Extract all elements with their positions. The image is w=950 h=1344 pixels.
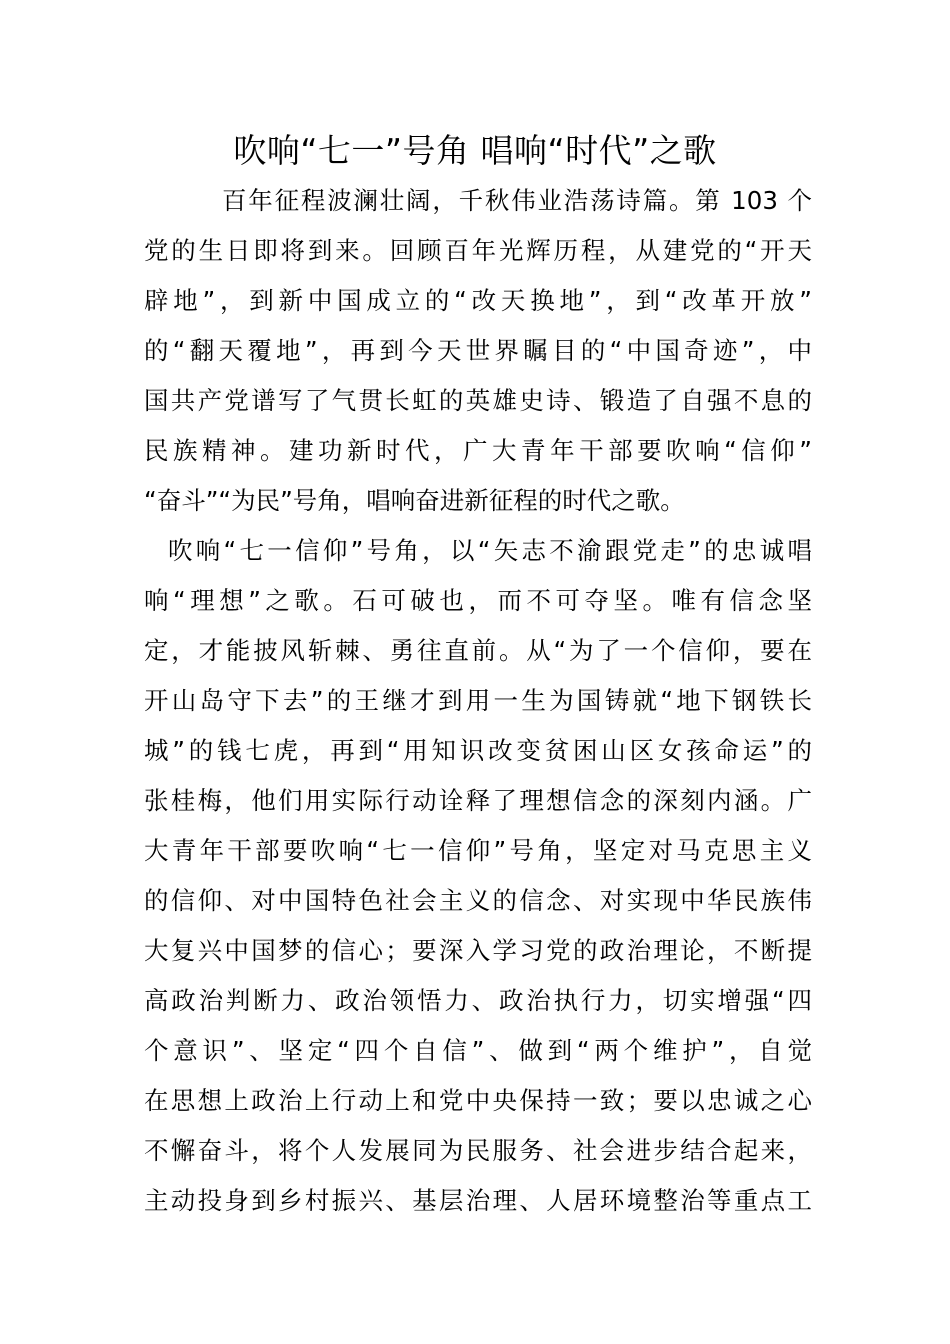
paragraph-line: “奋斗”“为民”号角，唱响奋进新征程的时代之歌。 xyxy=(144,486,685,515)
paragraph-line: 民族精神。建功新时代，广大青年干部要吹响“信仰” xyxy=(144,436,812,465)
paragraph-line: 大青年干部要吹响“七一信仰”号角，坚定对马克思主义 xyxy=(144,836,812,865)
paragraph-line: 张桂梅，他们用实际行动诠释了理想信念的深刻内涵。广 xyxy=(144,786,812,815)
paragraph-line: 个意识”、坚定“四个自信”、做到“两个维护”，自觉 xyxy=(144,1036,812,1065)
paragraph-line: 吹响“七一信仰”号角，以“矢志不渝跟党走”的忠诚唱 xyxy=(168,536,812,565)
paragraph-line: 百年征程波澜壮阔，千秋伟业浩荡诗篇。第 103 个 xyxy=(222,186,812,215)
paragraph-line: 响“理想”之歌。石可破也，而不可夺坚。唯有信念坚 xyxy=(144,586,812,615)
document-title: 吹响“七一”号角 唱响“时代”之歌 xyxy=(233,131,717,170)
paragraph-line: 主动投身到乡村振兴、基层治理、人居环境整治等重点工 xyxy=(144,1186,812,1215)
paragraph-line: 高政治判断力、政治领悟力、政治执行力，切实增强“四 xyxy=(144,986,812,1015)
paragraph-line: 不懈奋斗，将个人发展同为民服务、社会进步结合起来， xyxy=(144,1136,812,1165)
paragraph-line: 大复兴中国梦的信心；要深入学习党的政治理论，不断提 xyxy=(144,936,812,965)
paragraph-line: 城”的钱七虎，再到“用知识改变贫困山区女孩命运”的 xyxy=(144,736,812,765)
paragraph-line: 的信仰、对中国特色社会主义的信念、对实现中华民族伟 xyxy=(144,886,812,915)
paragraph-line: 国共产党谱写了气贯长虹的英雄史诗、锻造了自强不息的 xyxy=(144,386,812,415)
paragraph-line: 的“翻天覆地”，再到今天世界瞩目的“中国奇迹”，中 xyxy=(144,336,812,365)
paragraph-line: 在思想上政治上行动上和党中央保持一致；要以忠诚之心 xyxy=(144,1086,812,1115)
document-body xyxy=(144,176,812,1226)
paragraph-line: 定，才能披风斩棘、勇往直前。从“为了一个信仰，要在 xyxy=(144,636,812,665)
paragraph-line: 开山岛守下去”的王继才到用一生为国铸就“地下钢铁长 xyxy=(144,686,812,715)
paragraph-line: 党的生日即将到来。回顾百年光辉历程，从建党的“开天 xyxy=(144,236,812,265)
paragraph-line: 辟地”，到新中国成立的“改天换地”，到“改革开放” xyxy=(144,286,812,315)
